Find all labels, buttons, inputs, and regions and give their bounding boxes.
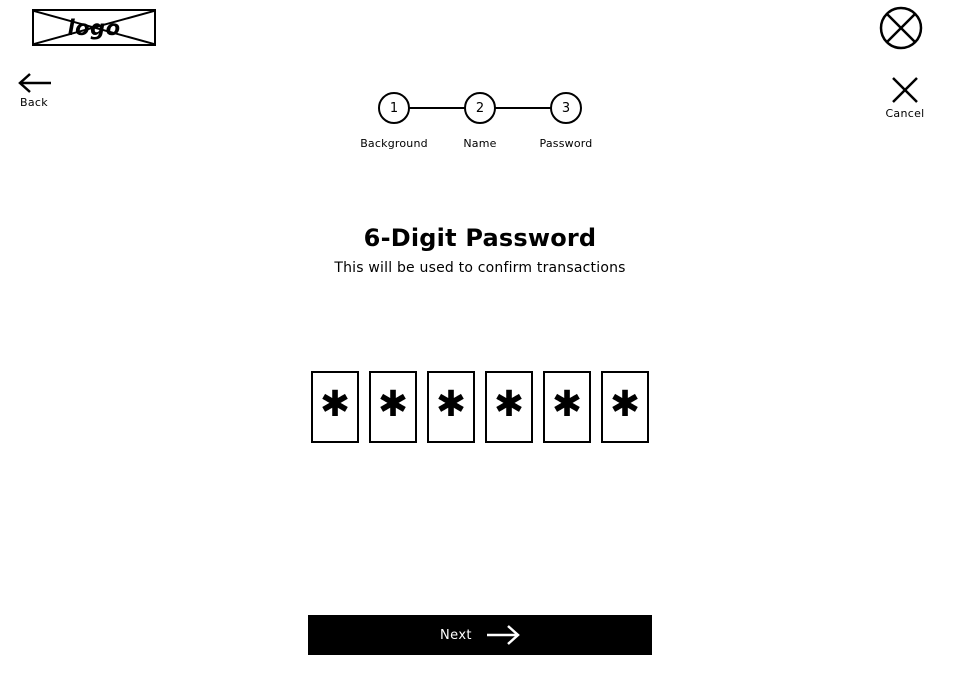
- pin-digit-1[interactable]: ✱: [311, 371, 359, 443]
- step-label: Background: [360, 137, 428, 150]
- logo[interactable]: [32, 9, 156, 46]
- step-number: 3: [550, 92, 582, 124]
- arrow-right-icon: [486, 625, 520, 645]
- page-subtitle: This will be used to confirm transactions: [334, 260, 626, 276]
- circle-x-icon: [879, 6, 923, 50]
- step-name[interactable]: [437, 92, 523, 150]
- step-background[interactable]: [351, 92, 437, 150]
- logo-text: logo: [67, 15, 121, 40]
- close-circle-button[interactable]: [879, 6, 923, 50]
- pin-digit-4[interactable]: ✱: [485, 371, 533, 443]
- next-button[interactable]: [308, 615, 652, 655]
- step-label: Password: [539, 137, 593, 150]
- pin-input-group[interactable]: [0, 371, 960, 443]
- pin-digit-6[interactable]: ✱: [601, 371, 649, 443]
- pin-digit-3[interactable]: ✱: [427, 371, 475, 443]
- step-label: Name: [463, 137, 497, 150]
- back-label: Back: [20, 96, 48, 109]
- step-number: 2: [464, 92, 496, 124]
- progress-stepper: [0, 92, 960, 150]
- page-title: 6-Digit Password: [363, 224, 597, 252]
- step-number: 1: [378, 92, 410, 124]
- arrow-left-icon: [18, 72, 52, 94]
- next-button-label: Next: [440, 627, 472, 643]
- step-password[interactable]: [523, 92, 609, 150]
- cancel-label: Cancel: [885, 107, 925, 120]
- pin-digit-5[interactable]: ✱: [543, 371, 591, 443]
- pin-digit-2[interactable]: ✱: [369, 371, 417, 443]
